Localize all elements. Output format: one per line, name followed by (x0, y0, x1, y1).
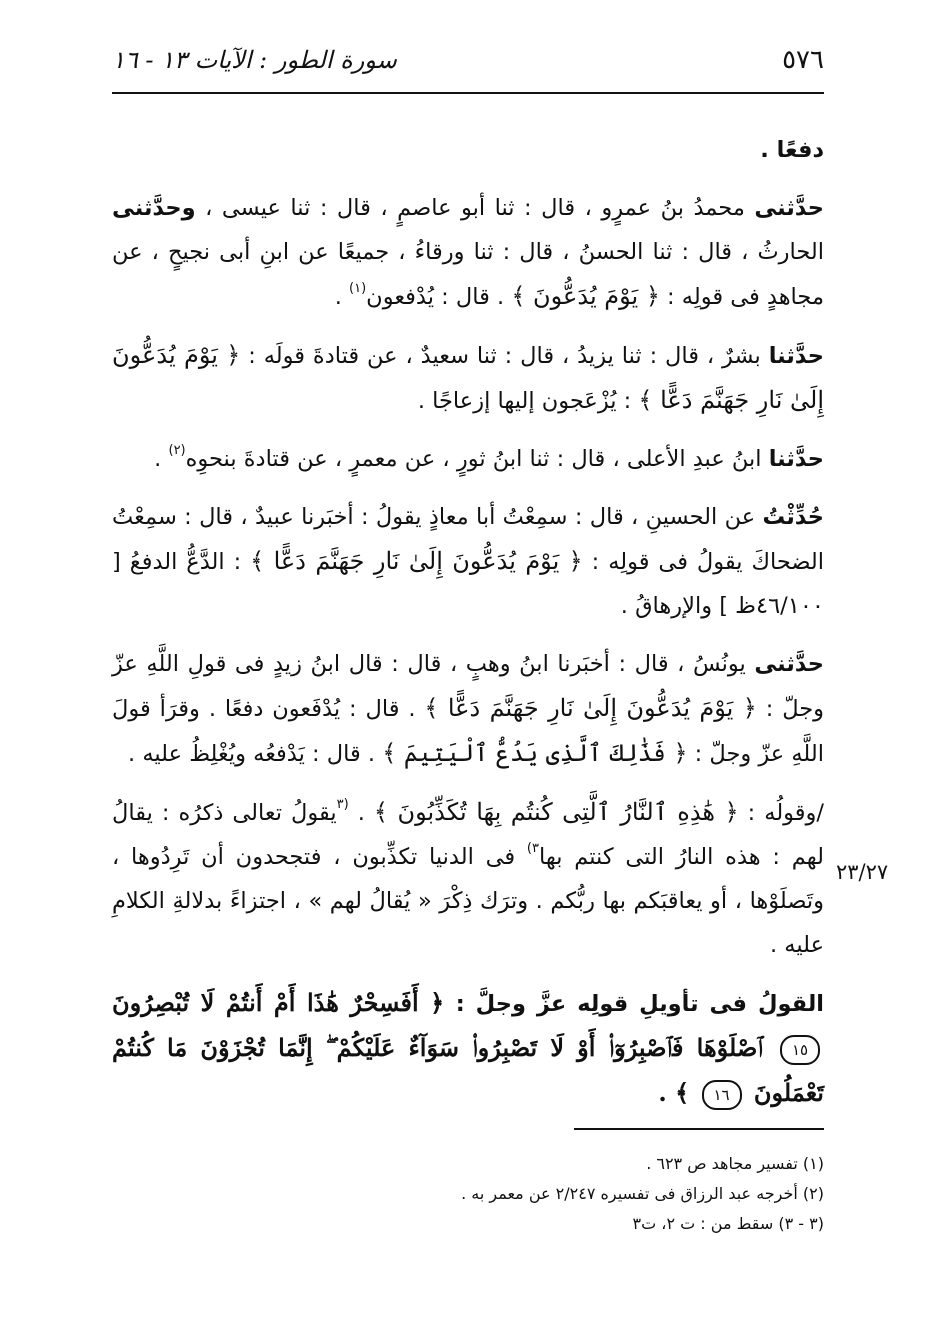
footnote-marker: (١) (349, 281, 367, 296)
footnote-rule (574, 1128, 824, 1130)
text-run: /وقولُه : (738, 800, 825, 826)
narration-lead: حدَّثنا (768, 446, 824, 472)
narration-lead: حدَّثنى (754, 651, 824, 677)
footnote: (٢) أخرجه عبد الرزاق فى تفسيره ٢/٢٤٧ عن معمر به . (461, 1184, 824, 1203)
text-run: . قال : يَدْفعُه ويُغْلِظُ عليه . (128, 741, 383, 767)
text-run: : يُزْعَجون إليها إزعاجًا . (417, 388, 639, 414)
narration-lead: وحدَّثنى (112, 195, 196, 221)
text-run: الحارثُ ، قال : ثنا الحسنُ ، قال : ثنا ورقاءُ ، جميعًا عن ابنِ أبى نجيحٍ ، عن مجاهدٍ فى قولِه : (112, 239, 824, 310)
narration-lead: حُدِّثْتُ (762, 504, 824, 530)
paragraph (112, 128, 824, 172)
text-run: . قال : يُدْفعون (366, 284, 512, 310)
quran-quote: ﴿ يَوْمَ يُدَعُّونَ إِلَىٰ نَارِ جَهَنَّمَ دَعًّا ﴾ (112, 341, 824, 414)
quran-quote: ﴿ يَوْمَ يُدَعُّونَ إِلَىٰ نَارِ جَهَنَّمَ دَعًّا ﴾ (424, 694, 757, 722)
section-heading: القولُ فى تأويلِ قولِه عزَّ وجلَّ : (455, 991, 824, 1017)
footnotes (112, 1150, 824, 1240)
text-run: يقولُ تعالى ذكرُه : يقالُ لهم : هذه النارُ التى كنتم بها (112, 800, 824, 870)
footnote: (٣ - ٣) سقط من : ت ٢، ت٣ (632, 1214, 824, 1233)
margin-reference: ٢٣/٢٧ (836, 860, 889, 884)
footnote: (١) تفسير مجاهد ص ٦٢٣ . (646, 1154, 824, 1173)
ayah-number: ١٥ (780, 1035, 820, 1065)
quran-quote: ﴾ . (658, 1078, 698, 1107)
main-text (112, 128, 824, 1130)
quran-quote: ٱصْلَوْهَا فَٱصْبِرُوٓا۟ أَوْ لَا تَصْبِرُوا۟ سَوَآءٌ عَلَيْكُمْ ۖ إِنَّمَا تُجْزَوْنَ مَا كُنتُمْ تَعْمَلُونَ (112, 1033, 824, 1107)
narration-lead: حدَّثنى (754, 195, 824, 221)
text-run: يونُسُ ، قال : أخبَرنا ابنُ وهبٍ ، قال : قال ابنُ زيدٍ فى قولِ اللَّهِ عزّ وجلّ : (112, 651, 825, 722)
text-run: . قال : يُدْفَعون دفعًا . وقرَأ قولَ اللَّهِ عزّ وجلّ : (112, 696, 824, 767)
page-header (112, 38, 824, 82)
quran-quote: ﴿ أَفَسِحْرٌ هَٰذَا أَمْ أَنتُمْ لَا تُبْصِرُونَ (112, 988, 456, 1017)
paragraph (112, 495, 824, 628)
text-run: محمدُ بنُ عمرٍو ، قال : ثنا أبو عاصمٍ ، قال : ثنا عيسى ، (195, 195, 755, 221)
section-heading-paragraph (112, 981, 824, 1116)
text-run: بشرٌ ، قال : ثنا يزيدُ ، قال : ثنا سعيدٌ ، عن قتادةَ قولَه : (240, 343, 769, 369)
page-number: ٥٧٦ (782, 45, 824, 75)
paragraph (112, 186, 824, 319)
text-run: . (334, 284, 350, 310)
paragraph (112, 437, 824, 481)
quran-quote: ﴿ يَوْمَ يُدَعُّونَ ﴾ (511, 282, 660, 310)
paragraph (112, 333, 824, 423)
paragraph (112, 642, 824, 776)
header-rule (112, 92, 824, 94)
text-run: : الدَّعُّ الدفعُ [ ٤٦/١٠٠ظ ] والإرهاقُ . (112, 549, 824, 619)
text-run: . (348, 800, 374, 826)
text-run: عن الحسينِ ، قال : سمِعْتُ أبا معاذٍ يقولُ : أخبَرنا عبيدٌ ، قال : سمِعْتُ الضحاكَ يقولُ فى قولِه : (112, 504, 824, 575)
text-run: ابنُ عبدِ الأعلى ، قال : ثنا ابنُ ثورٍ ، عن معمرٍ ، عن قتادةَ بنحوِه (185, 446, 769, 472)
text-run: . (154, 446, 169, 472)
paragraph (112, 790, 824, 967)
ayah-number: ١٦ (702, 1080, 742, 1110)
quran-quote: ﴿ يَوْمَ يُدَعُّونَ إِلَىٰ نَارِ جَهَنَّمَ دَعًّا ﴾ (250, 547, 583, 575)
running-title: سورة الطور : الآيات ١٣ - ١٦ (112, 46, 397, 74)
quran-quote: ﴿ هَٰذِهِ ٱلنَّارُ ٱلَّتِى كُنتُم بِهَا تُكَذِّبُونَ ﴾ (373, 798, 739, 826)
text-run: دفعًا . (760, 137, 824, 163)
footnote-marker: ٣) (526, 841, 539, 856)
text-run: فى الدنيا تكذِّبون ، فتجحدون أن تَرِدُوها ، وتَصلَوْها ، أو يعاقبَكم بها ربُّكم . وترَك ذِكْرَ « يُقالُ لهم » ، اجتزاءً بدلالةِ الكلامِ عليه . (112, 844, 824, 958)
narration-lead: حدَّثنا (768, 343, 824, 369)
footnote-marker: (٢) (168, 443, 186, 458)
quran-quote: ﴿ فَذَٰلِكَ ٱلَّذِى يَدُعُّ ٱلْيَتِيمَ ﴾ (382, 739, 688, 767)
footnote-marker: (٣ (336, 797, 349, 812)
